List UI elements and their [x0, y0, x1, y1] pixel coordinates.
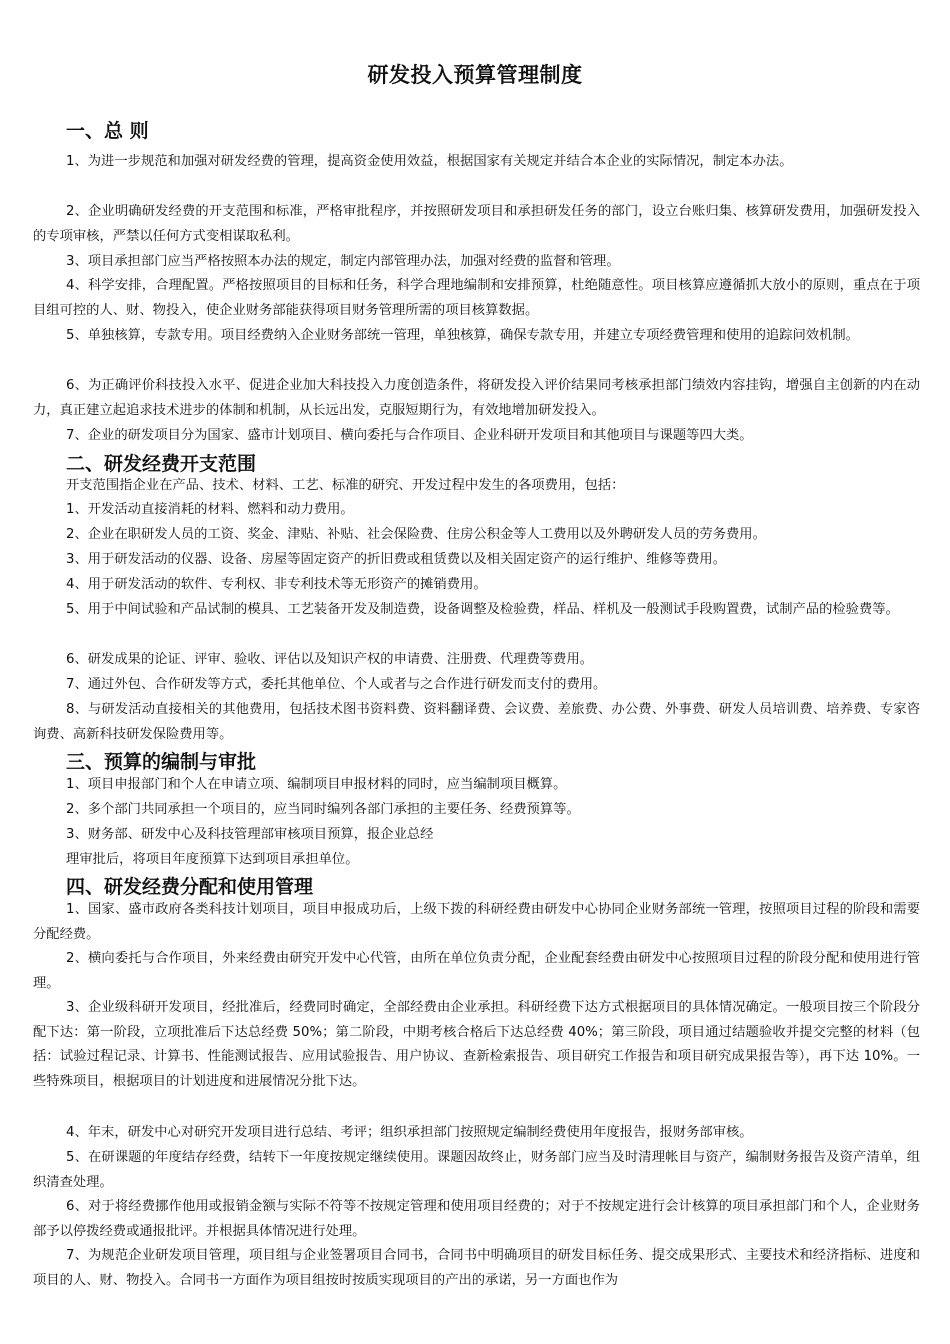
paragraph: 4、科学安排，合理配置。严格按照项目的目标和任务，科学合理地编制和安排预算，杜绝随意性。项目核算应遵循抓大放小的原则，重点在于项目组可控的人、财、物投入，使企业财务部能获得项目财务管理所需的项目核算数据。 [33, 278, 920, 318]
paragraph: 1、国家、盛市政府各类科技计划项目，项目申报成功后，上级下拨的科研经费由研发中心协同企业财务部统一管理，按照项目过程的阶段和需要分配经费。 [33, 902, 920, 942]
paragraph: 4、用于研发活动的软件、专利权、非专利技术等无形资产的摊销费用。 [66, 577, 487, 592]
section-heading-general: 一、总 则 [66, 120, 149, 142]
paragraph: 1、开发活动直接消耗的材料、燃料和动力费用。 [66, 502, 354, 517]
paragraph: 2、企业明确研发经费的开支范围和标准，严格审批程序，并按照研发项目和承担研发任务的部门，设立台账归集、核算研发费用，加强研发投入的专项审核，严禁以任何方式变相谋取私利。 [33, 204, 920, 244]
paragraph: 4、年末，研发中心对研究开发项目进行总结、考评；组织承担部门按照规定编制经费使用年度报告，报财务部审核。 [66, 1125, 753, 1140]
paragraph: 5、单独核算，专款专用。项目经费纳入企业财务部统一管理，单独核算，确保专款专用，并建立专项经费管理和使用的追踪问效机制。 [66, 328, 859, 343]
paragraph: 2、多个部门共同承担一个项目的，应当同时编列各部门承担的主要任务、经费预算等。 [66, 802, 580, 817]
paragraph: 7、通过外包、合作研发等方式，委托其他单位、个人或者与之合作进行研发而支付的费用。 [66, 677, 607, 692]
paragraph: 6、对于将经费挪作他用或报销金额与实际不符等不按规定管理和使用项目经费的；对于不按规定进行会计核算的项目承担部门和个人，企业财务部予以停拨经费或通报批评。并根据具体情况进行处理。 [33, 1199, 920, 1239]
paragraph: 5、在研课题的年度结存经费，结转下一年度按规定继续使用。课题因故终止，财务部门应当及时清理帐目与资产，编制财务报告及资产清单，组织清查处理。 [33, 1150, 920, 1190]
section-heading-budget-preparation: 三、预算的编制与审批 [66, 751, 257, 773]
paragraph: 3、用于研发活动的仪器、设备、房屋等固定资产的折旧费或租赁费以及相关固定资产的运行维护、维修等费用。 [66, 552, 727, 567]
paragraph: 3、财务部、研发中心及科技管理部审核项目预算，报企业总经 [66, 827, 434, 842]
paragraph: 理审批后，将项目年度预算下达到项目承担单位。 [66, 852, 359, 867]
paragraph: 3、企业级科研开发项目，经批准后，经费同时确定，全部经费由企业承担。科研经费下达方式根据项目的具体情况确定。一般项目按三个阶段分配下达：第一阶段，立项批准后下达总经费 50%；第二阶段，中期考核合格后下达总经费 40%；第三阶段，项目通过结题验收并提交完整的材料（包括：试验过程记录、计算书、性能测试报告、应用试验报告、用户协议、查新检索报告、项目研究工作报告和项目研究成果报告等），再下达 10%。一些特殊项目，根据项目的计划进度和进展情况分批下达。 [33, 1000, 920, 1089]
paragraph: 1、项目申报部门和个人在申请立项、编制项目申报材料的同时，应当编制项目概算。 [66, 777, 567, 792]
paragraph: 6、为正确评价科技投入水平、促进企业加大科技投入力度创造条件，将研发投入评价结果同考核承担部门绩效内容挂钩，增强自主创新的内在动力，真正建立起追求技术进步的体制和机制，从长远出发，克服短期行为，有效地增加研发投入。 [33, 378, 920, 418]
paragraph: 7、企业的研发项目分为国家、盛市计划项目、横向委托与合作项目、企业科研开发项目和其他项目与课题等四大类。 [66, 428, 753, 443]
paragraph: 1、为进一步规范和加强对研发经费的管理，提高资金使用效益，根据国家有关规定并结合本企业的实际情况，制定本办法。 [66, 154, 793, 169]
paragraph: 8、与研发活动直接相关的其他费用，包括技术图书资料费、资料翻译费、会议费、差旅费、办公费、外事费、研发人员培训费、培养费、专家咨询费、高新科技研发保险费用等。 [33, 702, 920, 742]
paragraph: 5、用于中间试验和产品试制的模具、工艺装备开发及制造费，设备调整及检验费，样品、样机及一般测试手段购置费，试制产品的检验费等。 [66, 602, 899, 617]
document-title: 研发投入预算管理制度 [367, 63, 583, 87]
paragraph: 2、企业在职研发人员的工资、奖金、津贴、补贴、社会保险费、住房公积金等人工费用以及外聘研发人员的劳务费用。 [66, 527, 766, 542]
paragraph: 3、项目承担部门应当严格按照本办法的规定，制定内部管理办法，加强对经费的监督和管理。 [66, 254, 620, 269]
section-heading-allocation: 四、研发经费分配和使用管理 [66, 876, 314, 898]
paragraph: 6、研发成果的论证、评审、验收、评估以及知识产权的申请费、注册费、代理费等费用。 [66, 652, 594, 667]
section-heading-expense-scope: 二、研发经费开支范围 [66, 453, 257, 475]
section-intro: 开支范围指企业在产品、技术、材料、工艺、标准的研究、开发过程中发生的各项费用，包括： [66, 478, 625, 493]
paragraph: 7、为规范企业研发项目管理，项目组与企业签署项目合同书，合同书中明确项目的研发目标任务、提交成果形式、主要技术和经济指标、进度和项目的人、财、物投入。合同书一方面作为项目组按时按质实现项目的产出的承诺，另一方面也作为 [33, 1248, 920, 1288]
paragraph: 2、横向委托与合作项目，外来经费由研究开发中心代管，由所在单位负责分配，企业配套经费由研发中心按照项目过程的阶段分配和使用进行管理。 [33, 951, 920, 991]
